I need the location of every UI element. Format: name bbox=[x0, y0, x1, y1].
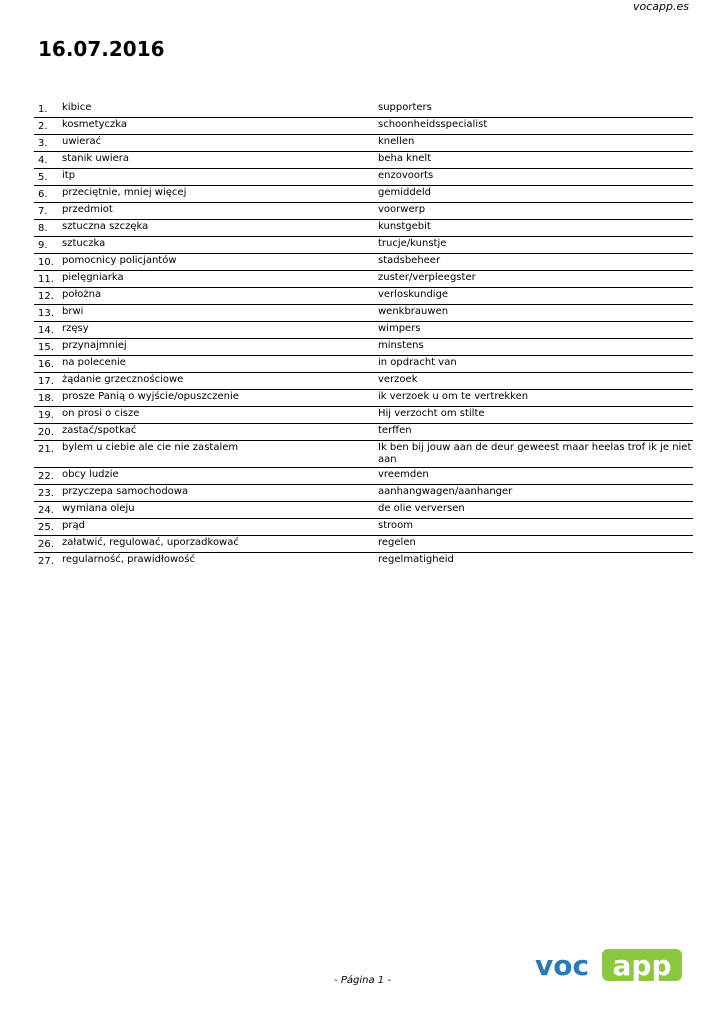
row-number: 22. bbox=[34, 468, 62, 485]
page-number: - Página 1 - bbox=[334, 975, 391, 986]
row-number: 27. bbox=[38, 556, 54, 567]
table-row bbox=[34, 424, 693, 441]
dutch-translation: verloskundige bbox=[378, 288, 693, 305]
row-number: 25. bbox=[34, 519, 62, 536]
polish-term: stanik uwiera bbox=[62, 152, 378, 169]
row-number: 26. bbox=[34, 536, 62, 553]
row-number: 10. bbox=[34, 254, 62, 271]
table-row bbox=[34, 536, 693, 553]
polish-term: obcy ludzie bbox=[62, 468, 378, 485]
vocapp-logo bbox=[535, 948, 683, 982]
dutch-translation: terffen bbox=[378, 424, 693, 441]
dutch-translation: minstens bbox=[378, 339, 693, 356]
row-number: 13. bbox=[34, 305, 62, 322]
polish-term: rzęsy bbox=[62, 322, 378, 339]
dutch-translation: stroom bbox=[378, 519, 693, 536]
polish-term: sztuczka bbox=[62, 237, 378, 254]
dutch-translation: kunstgebit bbox=[378, 220, 693, 237]
table-row bbox=[34, 118, 693, 135]
dutch-translation: wimpers bbox=[378, 322, 693, 339]
table-row bbox=[34, 101, 693, 118]
table-row bbox=[34, 485, 693, 502]
row-number: 8. bbox=[34, 220, 62, 237]
dutch-translation: trucje/kunstje bbox=[378, 237, 693, 254]
table-row bbox=[34, 237, 693, 254]
dutch-translation: zuster/verpleegster bbox=[378, 271, 693, 288]
polish-term: wymiana oleju bbox=[62, 502, 378, 519]
polish-term: przedmiot bbox=[62, 203, 378, 220]
dutch-translation: gemiddeld bbox=[378, 186, 693, 203]
dutch-translation: supporters bbox=[378, 101, 693, 118]
polish-term: sztuczna szczęka bbox=[62, 220, 378, 237]
row-number: 2. bbox=[34, 118, 62, 135]
site-name: vocapp.es bbox=[633, 0, 689, 13]
vocabulary-table-body bbox=[34, 101, 693, 569]
table-row bbox=[34, 152, 693, 169]
row-number: 5. bbox=[34, 169, 62, 186]
polish-term: prosze Panią o wyjście/opuszczenie bbox=[62, 390, 378, 407]
row-number: 24. bbox=[34, 502, 62, 519]
table-row bbox=[34, 254, 693, 271]
table-row bbox=[34, 356, 693, 373]
polish-term: bylem u ciebie ale cie nie zastalem bbox=[62, 441, 378, 468]
logo-text-voc: voc bbox=[535, 949, 590, 982]
row-number: 19. bbox=[34, 407, 62, 424]
table-row bbox=[34, 322, 693, 339]
dutch-translation: regelen bbox=[378, 536, 693, 553]
polish-term: prąd bbox=[62, 519, 378, 536]
row-number: 7. bbox=[34, 203, 62, 220]
table-row bbox=[34, 220, 693, 237]
vocabulary-table bbox=[34, 101, 693, 569]
polish-term: brwi bbox=[62, 305, 378, 322]
polish-term: kosmetyczka bbox=[62, 118, 378, 135]
polish-term: przeciętnie, mniej więcej bbox=[62, 186, 378, 203]
table-row bbox=[34, 271, 693, 288]
dutch-translation: knellen bbox=[378, 135, 693, 152]
table-row bbox=[34, 305, 693, 322]
dutch-translation: stadsbeheer bbox=[378, 254, 693, 271]
row-number: 11. bbox=[34, 271, 62, 288]
logo-text-app: app bbox=[612, 949, 672, 982]
polish-term: kibice bbox=[62, 101, 378, 118]
row-number: 4. bbox=[34, 152, 62, 169]
row-number: 3. bbox=[34, 135, 62, 152]
polish-term: uwierać bbox=[62, 135, 378, 152]
polish-term: przynajmniej bbox=[62, 339, 378, 356]
polish-term: żądanie grzecznościowe bbox=[62, 373, 378, 390]
polish-term: zastać/spotkać bbox=[62, 424, 378, 441]
polish-term: regularność, prawidłowość bbox=[62, 554, 195, 565]
table-row bbox=[34, 553, 693, 570]
table-row bbox=[34, 186, 693, 203]
row-number: 16. bbox=[34, 356, 62, 373]
row-number: 23. bbox=[34, 485, 62, 502]
table-row bbox=[34, 203, 693, 220]
dutch-translation: in opdracht van bbox=[378, 356, 693, 373]
dutch-translation: regelmatigheid bbox=[378, 554, 454, 565]
table-row bbox=[34, 339, 693, 356]
polish-term: on prosi o cisze bbox=[62, 407, 378, 424]
dutch-translation: Hij verzocht om stilte bbox=[378, 407, 693, 424]
polish-term: pielęgniarka bbox=[62, 271, 378, 288]
table-row bbox=[34, 468, 693, 485]
polish-term: pomocnicy policjantów bbox=[62, 254, 378, 271]
row-number: 1. bbox=[34, 101, 62, 118]
row-number: 15. bbox=[34, 339, 62, 356]
row-number: 14. bbox=[34, 322, 62, 339]
dutch-translation: beha knelt bbox=[378, 152, 693, 169]
table-row bbox=[34, 390, 693, 407]
dutch-translation: ik verzoek u om te vertrekken bbox=[378, 390, 693, 407]
dutch-translation: de olie verversen bbox=[378, 502, 693, 519]
table-row bbox=[34, 373, 693, 390]
row-number: 20. bbox=[34, 424, 62, 441]
dutch-translation: Ik ben bij jouw aan de deur geweest maar heelas trof ik je niet aan bbox=[378, 441, 693, 468]
dutch-translation: schoonheidsspecialist bbox=[378, 118, 693, 135]
polish-term: załatwić, regulować, uporzadkować bbox=[62, 536, 378, 553]
row-number: 6. bbox=[34, 186, 62, 203]
table-row bbox=[34, 519, 693, 536]
table-row bbox=[34, 288, 693, 305]
polish-term: itp bbox=[62, 169, 378, 186]
table-row bbox=[34, 169, 693, 186]
page-title: 16.07.2016 bbox=[38, 37, 165, 61]
row-number: 17. bbox=[34, 373, 62, 390]
table-row bbox=[34, 135, 693, 152]
polish-term: na polecenie bbox=[62, 356, 378, 373]
dutch-translation: voorwerp bbox=[378, 203, 693, 220]
table-row bbox=[34, 502, 693, 519]
row-number: 21. bbox=[34, 441, 62, 468]
dutch-translation: wenkbrauwen bbox=[378, 305, 693, 322]
polish-term: przyczepa samochodowa bbox=[62, 485, 378, 502]
row-number: 9. bbox=[34, 237, 62, 254]
dutch-translation: aanhangwagen/aanhanger bbox=[378, 485, 693, 502]
row-number: 18. bbox=[34, 390, 62, 407]
dutch-translation: vreemden bbox=[378, 468, 693, 485]
dutch-translation: enzovoorts bbox=[378, 169, 693, 186]
row-number: 12. bbox=[34, 288, 62, 305]
polish-term: położna bbox=[62, 288, 378, 305]
table-row bbox=[34, 441, 693, 468]
dutch-translation: verzoek bbox=[378, 373, 693, 390]
table-row bbox=[34, 407, 693, 424]
